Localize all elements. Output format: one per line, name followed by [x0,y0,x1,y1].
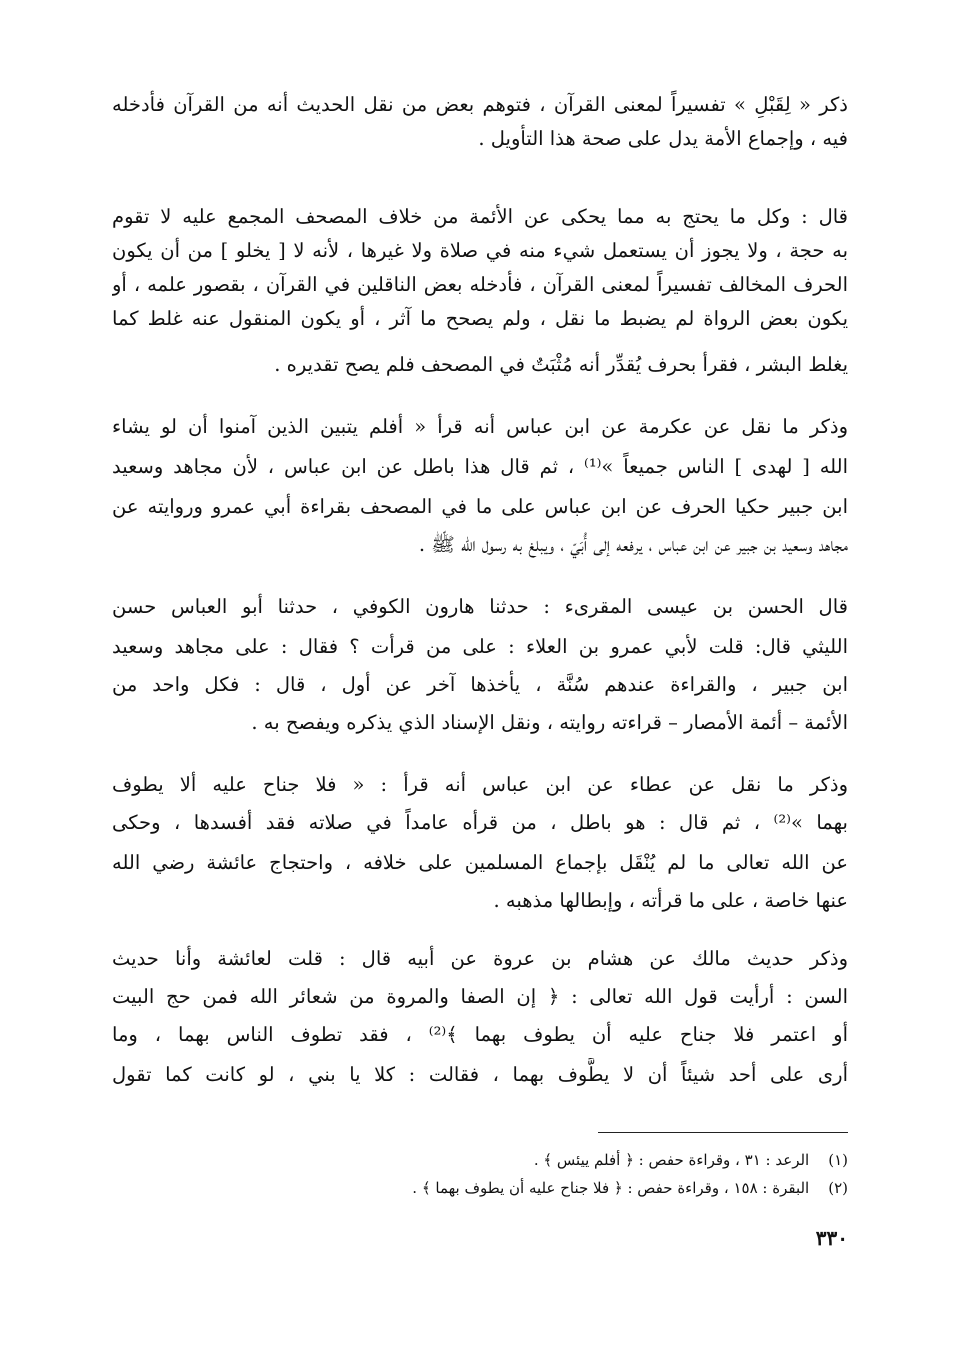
text-line: الحرف المخالف تفسيراً لمعنى القرآن ، فأدخله بعض الناقلين في القرآن ، بقصور علمه ، أو [112,273,848,296]
text-line: وذكر ما نقل عن عكرمة عن ابن عباس أنه قرأ « أفلم يتبين الذين آمنوا أن لو يشاء [112,415,848,438]
text-line: وذكر ما نقل عن عطاء عن ابن عباس أنه قرأ : « فلا جناح عليه ألا يطوف [112,773,848,796]
text-line: به حجة ، ولا يجوز أن يستعمل شيء منه في صلاة ولا غيرها ، لأنه لا [ يخلو ] من أن يكون [112,239,848,262]
footnote-number: (١) [828,1151,848,1169]
footnote-text: الرعد : ٣١ ، وقراءة حفص : ﴿ أفلم ييئس ﴾ . [533,1151,810,1169]
text-line: أو اعتمر فلا جناح عليه أن يطوف بهما ﴾⁽²⁾ ، فقد تطوف الناس بهما ، وما [112,1023,848,1046]
page-number: ٣٣٠ [815,1226,848,1250]
text-line: قال : وكل ما يحتج به مما يحكى عن الأئمة من خلاف المصحف المجمع عليه لا تقوم [112,205,848,228]
text-line: ذكر « لِقَبْلِ » تفسيراً لمعنى القرآن ، فتوهم بعض من نقل الحديث أنه من القرآن فأدخله [112,93,848,116]
footnote [112,1146,848,1174]
footnote-separator [598,1132,848,1133]
text-line: فيه ، وإجماع الأمة يدل على صحة هذا التأويل . [478,127,848,150]
text-line: يغلط البشر ، فقرأ بحرف يُقدِّر أنه مُثْبَتٌ في المصحف فلم يصح تقديره . [274,353,848,376]
book-page [112,88,848,1328]
text-line: السن : أرأيت قول الله تعالى : ﴿ إن الصفا والمروة من شعائر الله فمن حج البيت [112,985,848,1008]
text-line: ابن جبير ، والقراءة عندهم سُنَّة ، يأخذها آخر عن أول ، قال : فكل واحد من [112,673,848,696]
footnote [112,1174,848,1202]
text-line: بهما »⁽²⁾ ، ثم قال : هو باطل ، من قرأه عامداً في صلاته فقد أفسدها ، وحكى [112,811,848,834]
text-line: عن الله تعالى ما لم يُنْقَل بإجماع المسلمين على خلافه ، واحتجاج عائشة رضي الله [112,851,848,874]
footnote-text: البقرة : ١٥٨ ، وقراءة حفص : ﴿ فلا جناح عليه أن يطوف بهما ﴾ . [412,1179,810,1197]
text-line: يكون بعض الرواة لم يضبط ما نقل ، ولم يصحح ما آثر ، أو يكون المنقول عنه غلط كما [112,307,848,330]
text-line: الله [ لهدى ] الناس جميعاً »⁽¹⁾ ، ثم قال هذا باطل عن ابن عباس ، لأن مجاهد وسعيد [112,455,848,478]
text-line: عنها خاصة ، على ما قرأته ، وإبطالها مذهبه . [493,889,848,912]
text-line: مجاهد وسعيد بن جبير عن ابن عباس ، يرفعه إلى أُبَيّ ، ويبلغ به رسول الله ﷺ . [418,533,848,556]
text-line: الليثي قال: قلت لأبي عمرو بن العلاء : على من قرأت ؟ فقال : على مجاهد وسعيد [112,635,848,658]
text-line: قال الحسن بن عيسى المقرىء : حدثنا هارون الكوفي ، حدثنا أبو العباس حسن [112,595,848,618]
text-line: ابن جبير حكيا الحرف عن ابن عباس على ما في المصحف بقراءة أبي عمرو وروايته عن [112,495,848,518]
text-line: وذكر حديث مالك عن هشام بن عروة عن أبيه قال : قلت لعائشة وأنا حديث [112,947,848,970]
footnote-number: (٢) [828,1179,848,1197]
text-line: أرى على أحد شيئاً أن لا يطَّوف بهما ، فقالت : كلا يا بني ، لو كانت كما تقول [112,1063,848,1086]
text-line: الأئمة – أئمة الأمصار – قراءته روايته ، ونقل الإسناد الذي يذكره ويفصح به . [251,711,848,734]
